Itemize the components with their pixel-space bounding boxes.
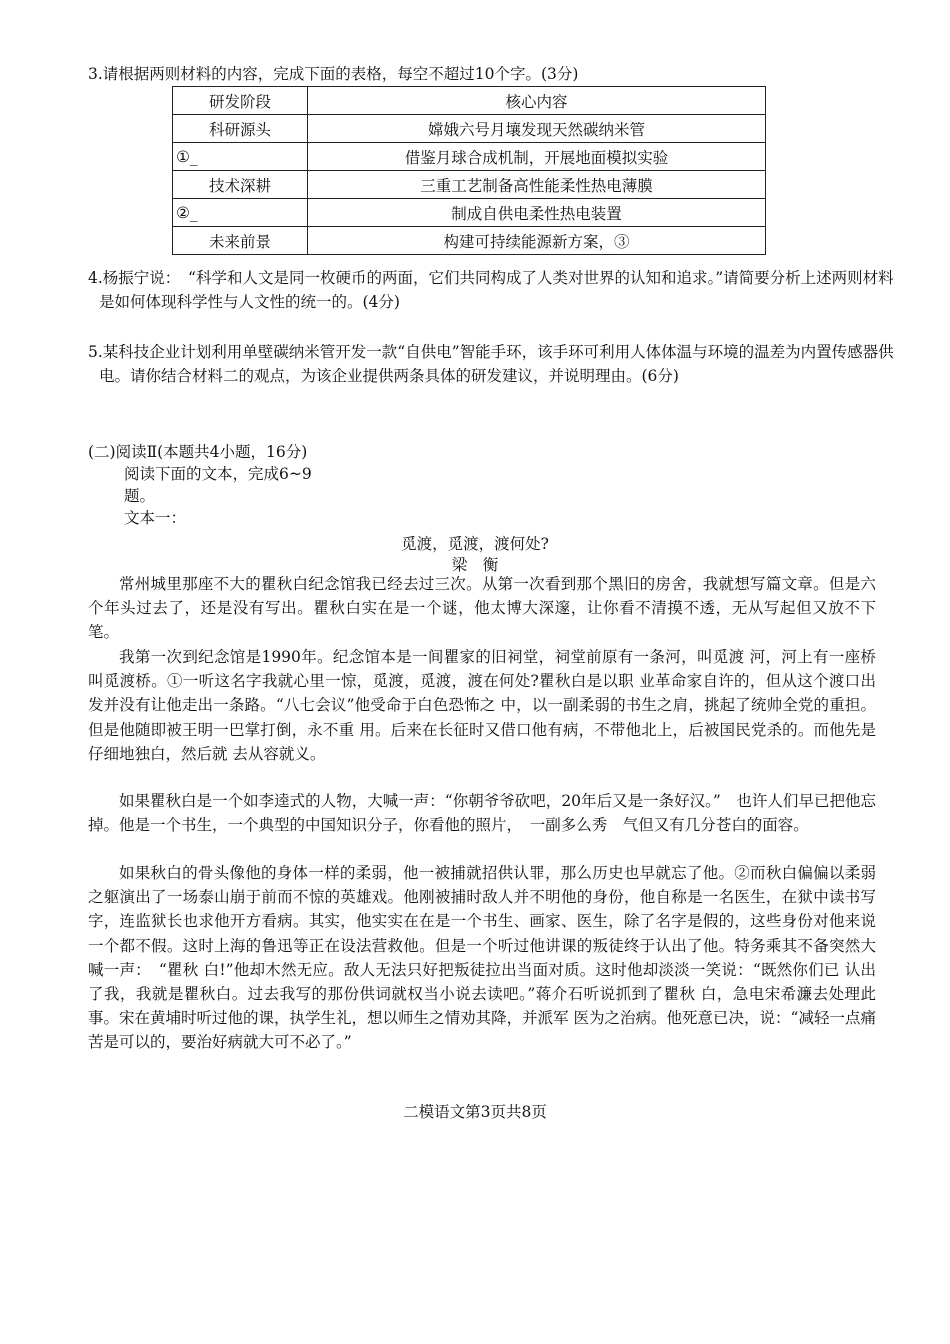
table-row: [173, 143, 766, 171]
table-row: [173, 227, 766, 255]
section-heading: (二)阅读Ⅱ(本题共4小题，16分): [88, 443, 308, 461]
essay-author: 梁 衡: [451, 556, 499, 574]
table-cell-stage: 未来前景: [173, 227, 308, 255]
table-row: [173, 115, 766, 143]
essay-paragraph: 如果秋白的骨头像他的身体一样的柔弱，他一被捕就招供认罪，那么历史也早就忘了他。②而秋白偏偏以柔弱之躯演出了一场泰山崩于前而不惊的英雄戏。他刚被捕时敌人并不明他的身份，他自称是一名医生，在狱中读书写字，连监狱长也求他开方看病。其实，他实实在在是一个书生、画家、医生，除了名字是假的，这些身份对他来说一个都不假。这时上海的鲁迅等正在设法营救他。但是一个听过他讲课的叛徒终于认出了他。特务乘其不备突然大喊一声： “瞿秋 白!”他却木然无应。敌人无法只好把叛徒拉出当面对质。这时他却淡淡一笑说：“既然你们已 认出了我，我就是瞿秋白。过去我写的那份供词就权当小说去读吧。”蒋介石听说抓到了瞿秋 白，急电宋希濂去处理此事。宋在黄埔时听过他的课，执学生礼，想以师生之情劝其降，并派军 医为之治病。他死意已决，说：“减轻一点痛苦是可以的，要治好病就大可不必了。”: [88, 864, 876, 1052]
table-header-row: [173, 87, 766, 115]
table-cell-stage: 技术深耕: [173, 171, 308, 199]
table-cell-content: 制成自供电柔性热电装置: [308, 199, 766, 227]
table-cell-content: 三重工艺制备高性能柔性热电薄膜: [308, 171, 766, 199]
essay-paragraph: 常州城里那座不大的瞿秋白纪念馆我已经去过三次。从第一次看到那个黑旧的房舍，我就想写篇文章。但是六个年头过去了，还是没有写出。瞿秋白实在是一个谜，他太博大深邃，让你看不清摸不透，无从写起但又放不下笔。: [88, 575, 876, 642]
table-cell-content-blank-3: 构建可持续能源新方案，③: [308, 227, 766, 255]
question-4: 4.杨振宁说： “科学和人文是同一枚硬币的两面，它们共同构成了人类对世界的认知和追求。”请简要分析上述两则材料是如何体现科学性与人文性的统一的。(4分): [88, 269, 894, 311]
table-row: [173, 171, 766, 199]
reading-instruction-cont: 题。: [124, 487, 156, 505]
table-cell-content: 嫦娥六号月壤发现天然碳纳米管: [308, 115, 766, 143]
research-stage-table: [172, 86, 766, 255]
page-footer: 二模语文第3页共8页: [403, 1103, 547, 1121]
reading-instruction: 阅读下面的文本，完成6~9: [124, 465, 312, 483]
table-header-content: 核心内容: [308, 87, 766, 115]
table-header-stage: 研发阶段: [173, 87, 308, 115]
text-label: 文本一：: [124, 509, 187, 527]
table-cell-blank-2: ②_: [173, 199, 308, 227]
essay-title: 觅渡，觅渡，渡何处?: [401, 535, 549, 553]
table-cell-content: 借鉴月球合成机制，开展地面模拟实验: [308, 143, 766, 171]
table-row: [173, 199, 766, 227]
question-3-prompt: 3.请根据两则材料的内容，完成下面的表格，每空不超过10个字。(3分): [88, 65, 579, 83]
question-5: 5.某科技企业计划利用单壁碳纳米管开发一款“自供电”智能手环，该手环可利用人体体温与环境的温差为内置传感器供电。请你结合材料二的观点，为该企业提供两条具体的研发建议，并说明理由。(6分): [88, 343, 894, 385]
table-cell-blank-1: ①_: [173, 143, 308, 171]
table-cell-stage: 科研源头: [173, 115, 308, 143]
essay-paragraph: 如果瞿秋白是一个如李逵式的人物，大喊一声：“你朝爷爷砍吧，20年后又是一条好汉。” 也许人们早已把他忘掉。他是一个书生，一个典型的中国知识分子，你看他的照片， 一副多么秀 气但又有几分苍白的面容。: [88, 792, 876, 835]
essay-paragraph: 我第一次到纪念馆是1990年。纪念馆本是一间瞿家的旧祠堂，祠堂前原有一条河，叫觅渡 河，河上有一座桥叫觅渡桥。①一听这名字我就心里一惊，觅渡，觅渡，渡在何处?瞿秋白是以职 业革命家自许的，但从这个渡口出发并没有让他走出一条路。“八七会议”他受命于白色恐怖之 中，以一副柔弱的书生之肩，挑起了统帅全党的重担。但是他随即被王明一巴掌打倒，永不重 用。后来在长征时又借口他有病，不带他北上，后被国民党杀的。而他先是仔细地独白，然后就 去从容就义。: [88, 648, 876, 763]
